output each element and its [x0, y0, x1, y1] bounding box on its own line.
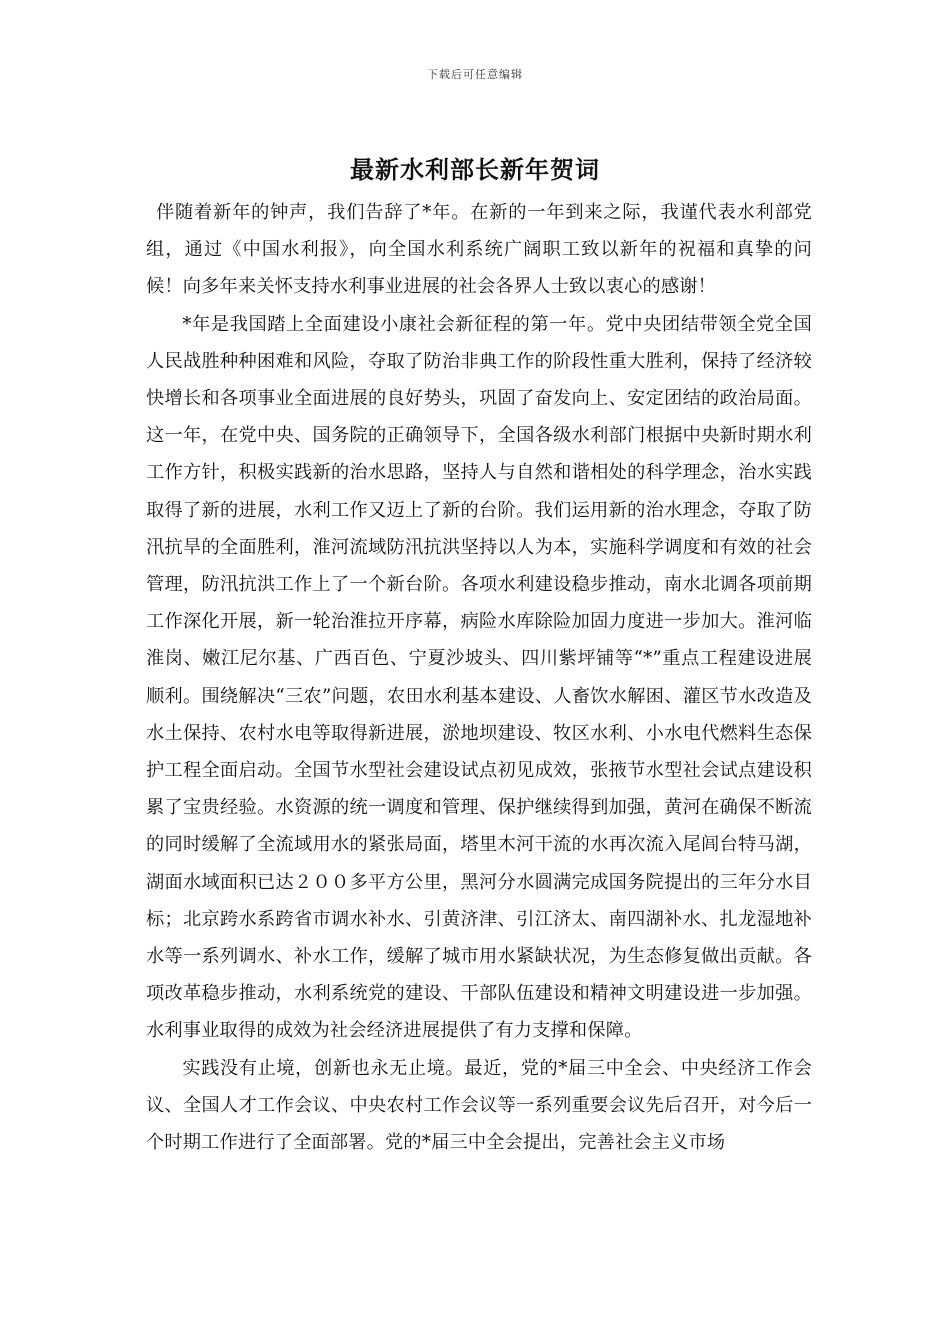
document-title: 最新水利部长新年贺词 [350, 155, 600, 184]
document-body [146, 194, 812, 1161]
header-note: 下载后可任意编辑 [427, 68, 523, 81]
paragraph-1: 伴随着新年的钟声，我们告辞了*年。在新的一年到来之际，我谨代表水利部党组，通过《中国水利报》，向全国水利系统广阔职工致以新年的祝福和真挚的问候！向多年来关怀支持水利事业进展的社会各界人士致以衷心的感谢！ [146, 202, 812, 298]
paragraph-3: 实践没有止境，创新也永无止境。最近，党的*届三中全会、中央经济工作会议、全国人才工作会议、中央农村工作会议等一系列重要会议先后召开，对今后一个时期工作进行了全面部署。党的*届三中全会提出，完善社会主义市场 [146, 1057, 812, 1154]
paragraph-2: *年是我国踏上全面建设小康社会新征程的第一年。党中央团结带领全党全国人民战胜种种困难和风险，夺取了防治非典工作的阶段性重大胜利，保持了经济较快增长和各项事业全面进展的良好势头，巩固了奋发向上、安定团结的政治局面。这一年，在党中央、国务院的正确领导下，全国各级水利部门根据中央新时期水利工作方针，积极实践新的治水思路，坚持人与自然和谐相处的科学理念，治水实践取得了新的进展，水利工作又迈上了新的台阶。我们运用新的治水理念，夺取了防汛抗旱的全面胜利，淮河流域防汛抗洪坚持以人为本，实施科学调度和有效的社会管理，防汛抗洪工作上了一个新台阶。各项水利建设稳步推动，南水北调各项前期工作深化开展，新一轮治淮拉开序幕，病险水库除险加固力度进一步加大。淮河临淮岗、嫩江尼尔基、广西百色、宁夏沙坡头、四川紫坪铺等“*”重点工程建设进展顺利。围绕解决“三农”问题，农田水利基本建设、人畜饮水解困、灌区节水改造及水土保持、农村水电等取得新进展，淤地坝建设、牧区水利、小水电代燃料生态保护工程全面启动。全国节水型社会建设试点初见成效，张掖节水型社会试点建设积累了宝贵经验。水资源的统一调度和管理、保护继续得到加强，黄河在确保不断流的同时缓解了全流域用水的紧张局面，塔里木河干流的水再次流入尾闾台特马湖，湖面水域面积已达２００多平方公里，黑河分水圆满完成国务院提出的三年分水目标；北京跨水系跨省市调水补水、引黄济津、引江济太、南四湖补水、扎龙湿地补水等一系列调水、补水工作，缓解了城市用水紧缺状况，为生态修复做出贡献。各项改革稳步推动，水利系统党的建设、干部队伍建设和精神文明建设进一步加强。水利事业取得的成效为社会经济进展提供了有力支撑和保障。 [146, 313, 812, 1042]
